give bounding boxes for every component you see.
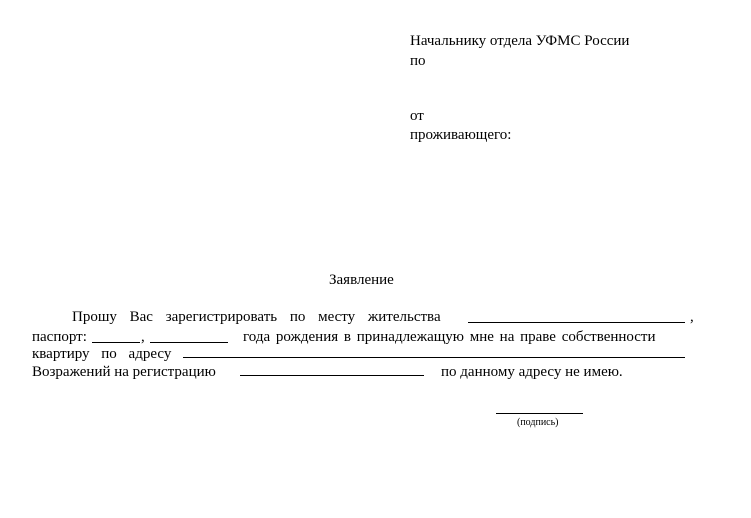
signature-caption: (подпись): [517, 417, 559, 428]
body-line-1-text: Прошу Вас зарегистрировать по месту жительства: [72, 309, 441, 325]
body-line-2-comma: ,: [141, 329, 145, 345]
addressee-po: по: [410, 53, 426, 69]
from-label: от: [410, 108, 424, 124]
registration-blank[interactable]: [240, 375, 424, 376]
body-line-2-text: года рождения в принадлежащую мне на праве собственности: [243, 329, 656, 345]
body-line-4-tail: по данному адресу не имею.: [441, 364, 623, 380]
address-blank[interactable]: [183, 357, 685, 358]
residence-blank[interactable]: [468, 322, 685, 323]
body-line-3-text: квартиру по адресу: [32, 346, 172, 362]
birth-year-blank[interactable]: [150, 342, 228, 343]
document-title: Заявление: [329, 272, 394, 288]
body-line-4-text: Возражений на регистрацию: [32, 364, 216, 380]
passport-label: паспорт:: [32, 329, 87, 345]
passport-number-blank[interactable]: [92, 342, 140, 343]
residing-label: проживающего:: [410, 127, 512, 143]
addressee-line: Начальнику отдела УФМС России: [410, 33, 630, 49]
body-line-1-comma: ,: [690, 309, 694, 325]
